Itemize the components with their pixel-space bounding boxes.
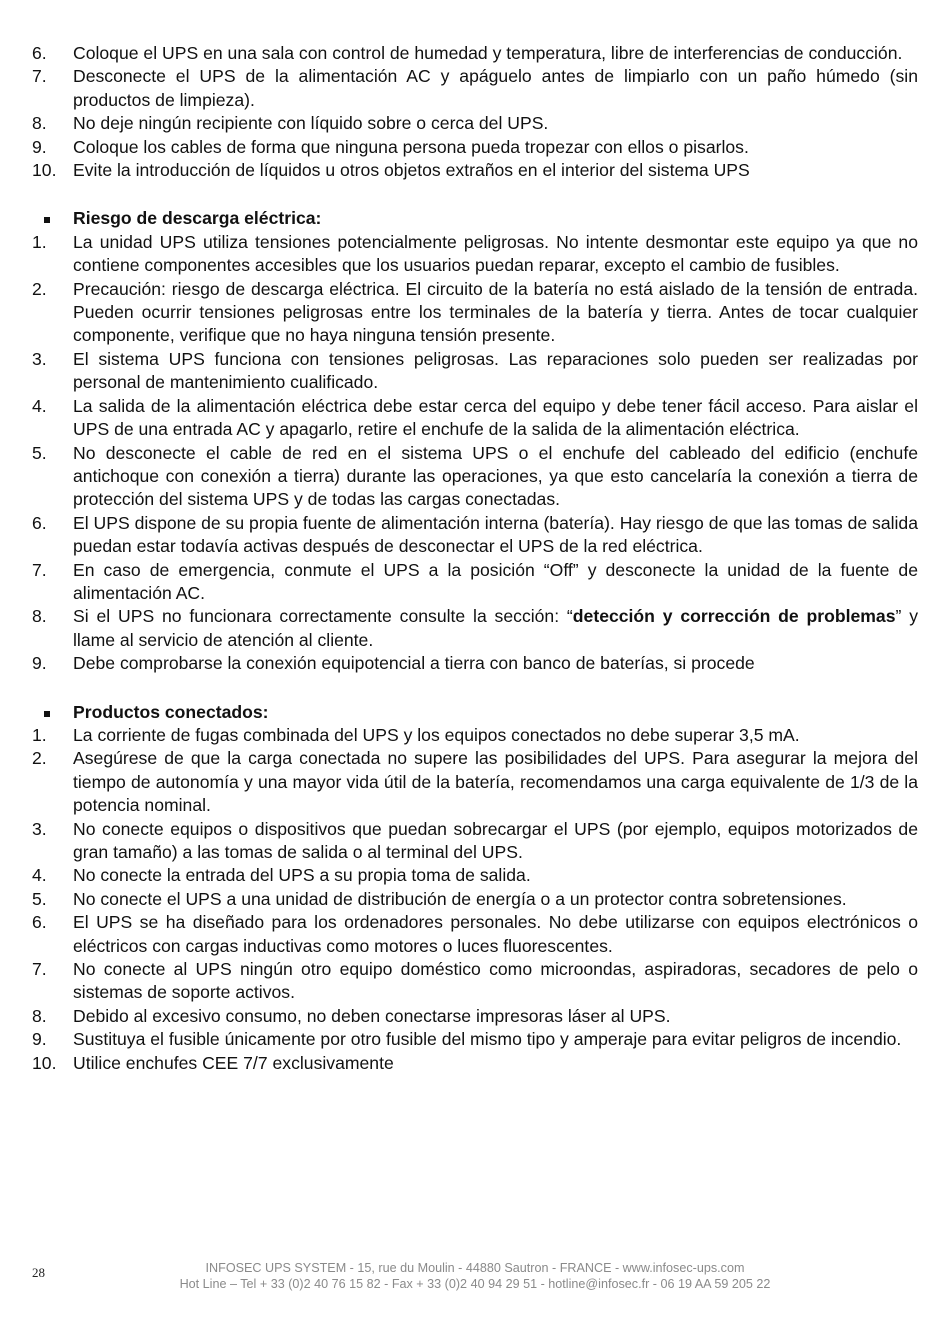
list-item: 8. Si el UPS no funcionara correctamente consulte la sección: “detección y corrección de problemas” y llame al servicio de atención al cliente. [32,606,918,650]
page-footer [130,1261,820,1292]
footer-contact: Hot Line – Tel + 33 (0)2 40 76 15 82 - Fax + 33 (0)2 40 94 29 51 - hotline@infosec.fr - 06 19 AA 59 205 22 [179,1276,771,1291]
list-item: 5. No desconecte el cable de red en el sistema UPS o el enchufe del cableado del edificio (enchufe antichoque con conexión a tierra) durante las operaciones, ya que esto cancelaría la conexión a tierra de protección del sistema UPS y de todas las cargas conectadas. [32,442,918,510]
list-item: 7. No conecte al UPS ningún otro equipo doméstico como microondas, aspiradoras, secadores de pelo o sistemas de soporte activos. [32,959,918,1003]
list-item: 9. Debe comprobarse la conexión equipotencial a tierra con banco de baterías, si procede [32,653,755,674]
list-item: 9. Sustituya el fusible únicamente por otro fusible del mismo tipo y amperaje para evitar peligros de incendio. [32,1029,902,1050]
shock-risk-list [32,231,918,676]
list-item: 4. No conecte la entrada del UPS a su propia toma de salida. [32,865,531,886]
precautions-list [32,42,918,182]
connected-products-list [32,724,918,1075]
list-item: 3. El sistema UPS funciona con tensiones peligrosas. Las reparaciones solo pueden ser realizadas por personal de mantenimiento cualificado. [32,348,918,393]
list-item: 1. La corriente de fugas combinada del UPS y los equipos conectados no debe superar 3,5 mA. [32,724,800,745]
section-heading-shock: Riesgo de descarga eléctrica: [32,207,918,230]
list-item: 7. En caso de emergencia, conmute el UPS a la posición “Off” y desconecte la unidad de la fuente de alimentación AC. [32,559,918,603]
list-item: 7. Desconecte el UPS de la alimentación AC y apáguelo antes de limpiarlo con un paño húmedo (sin productos de limpieza). [32,66,918,110]
footer-address: INFOSEC UPS SYSTEM - 15, rue du Moulin - 44880 Sautron - FRANCE - www.infosec-ups.com [205,1261,745,1275]
list-item: 4. La salida de la alimentación eléctrica debe estar cerca del equipo y debe tener fácil acceso. Para aislar el UPS de una entrada AC y apagarlo, retire el enchufe de la salida de la alimentación eléctrica. [32,395,918,440]
list-item: 8. No deje ningún recipiente con líquido sobre o cerca del UPS. [32,113,549,134]
list-item: 10. Utilice enchufes CEE 7/7 exclusivamente [32,1052,394,1073]
page-number: 28 [32,1265,45,1280]
list-item: 10. Evite la introducción de líquidos u otros objetos extraños en el interior del sistema UPS [32,160,750,181]
list-item: 8. Debido al excesivo consumo, no deben conectarse impresoras láser al UPS. [32,1005,671,1026]
section-reference: detección y corrección de problemas [572,606,896,627]
list-item: 1. La unidad UPS utiliza tensiones potencialmente peligrosas. No intente desmontar este equipo ya que no contiene componentes accesibles que los usuarios puedan reparar, excepto el cambio de fusibles. [32,231,918,276]
section-heading-products: Productos conectados: [32,701,918,724]
list-item: 2. Precaución: riesgo de descarga eléctrica. El circuito de la batería no está aislado de la tensión de entrada. Pueden ocurrir tensiones peligrosas entre los terminales de la batería y tierra. Antes de tocar cualquier componente, verifique que no haya ninguna tensión presente. [32,278,918,346]
list-item: 2. Asegúrese de que la carga conectada no supere las posibilidades del UPS. Para asegurar la mejora del tiempo de autonomía y una mayor vida útil de la batería, recomendamos una carga equivalente de 1/3 de la potencia nominal. [32,748,918,816]
list-item: 3. No conecte equipos o dispositivos que puedan sobrecargar el UPS (por ejemplo, equipos motorizados de gran tamaño) a las tomas de salida o al terminal del UPS. [32,818,918,862]
list-item: 6. Coloque el UPS en una sala con control de humedad y temperatura, libre de interferencias de conducción. [32,43,903,63]
document-body [32,42,918,1075]
list-item: 9. Coloque los cables de forma que ninguna persona pueda tropezar con ellos o pisarlos. [32,136,749,157]
bullet-icon [32,207,73,230]
list-item: 5. No conecte el UPS a una unidad de distribución de energía o a un protector contra sobretensiones. [32,888,847,909]
bullet-icon [32,701,73,724]
list-item: 6. El UPS se ha diseñado para los ordenadores personales. No debe utilizarse con equipos electrónicos o eléctricos con cargas inductivas como motores o luces fluorescentes. [32,912,918,956]
list-item: 6. El UPS dispone de su propia fuente de alimentación interna (batería). Hay riesgo de que las tomas de salida puedan estar todavía activas después de desconectar el UPS de la red eléctrica. [32,512,918,557]
